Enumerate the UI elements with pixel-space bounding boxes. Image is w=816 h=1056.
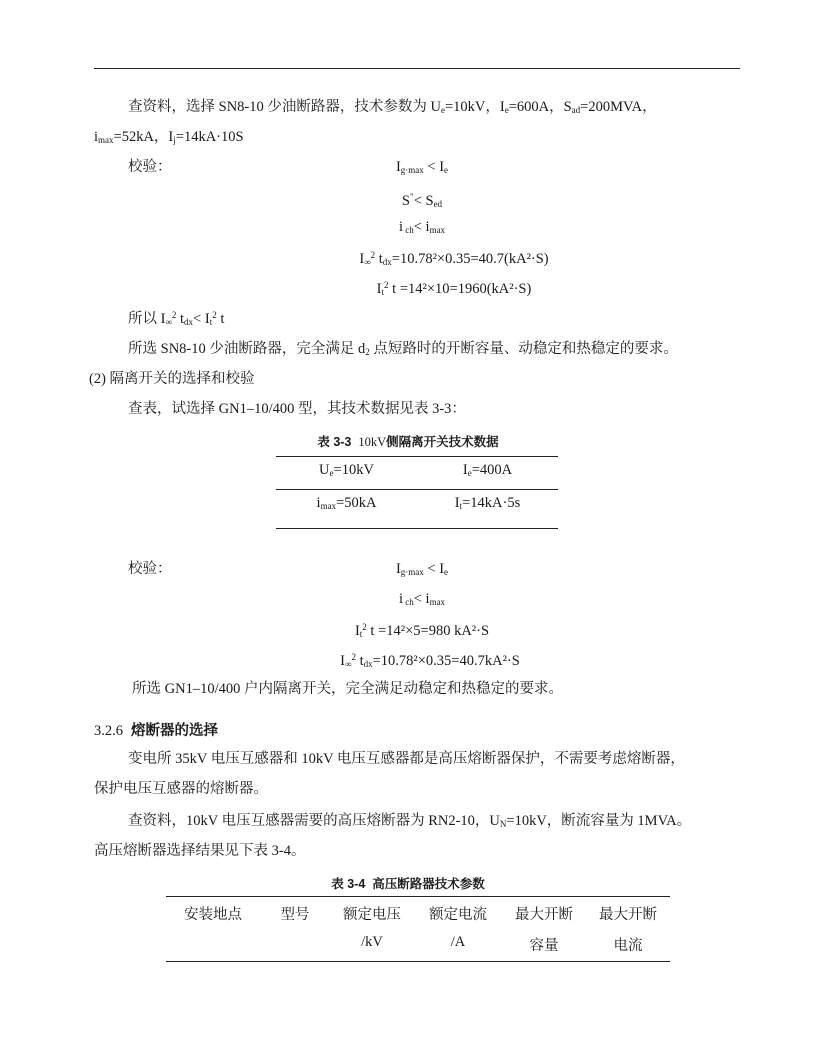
paragraph-sn8-params-cont: $i_{max}=52kA$，$I_j=14kA\cdot 10S$ [94,129,244,145]
table-3-3-cell-ie: $I_e=400A$ [462,462,513,478]
paragraph-fuse-2-cont: 高压熔断器选择结果见下表 3-4。 [94,843,306,859]
formula-iinf-tdx-1: $I_\infty^2$ $t_{dx}=10.78^2\times 0.35=40.7(kA^2\cdot S)$ [359,250,549,267]
formula-ich-imax-1: i $_{ch}< i_{max}$ [398,219,446,235]
table-3-4-header: 额定电流 [429,907,487,923]
header-rule [94,68,740,69]
table-3-3-bottom-rule [276,528,558,529]
formula-it-t-1: $I_t^2$ t =14²×10=1960(kA²·S) [376,280,532,297]
check-label-1: 校验： [128,159,172,175]
formula-ich-imax-2: i $_{ch}< i_{max}$ [398,591,446,607]
table-3-4-header-unit: /A [450,934,466,950]
table-3-4-header: 最大开断 [599,907,657,923]
table-3-3-top-rule [276,456,558,457]
formula-s-sed: $S^"< S_{ed}$ [401,192,443,209]
table-3-4-header: 型号 [280,907,310,923]
table-3-3-cell-ue: $U_e=10kV$ [319,462,374,478]
table-3-4-caption: 表 3-4 高压断路器技术参数 [331,877,485,891]
table-3-3-cell-it: $I_t=14kA\cdot 5s$ [454,495,521,511]
table-3-3-mid-rule [276,489,558,490]
paragraph-gn1-result: 所选 GN1–10/400 户内隔离开关，完全满足动稳定和热稳定的要求。 [132,681,563,697]
paragraph-sn8-params: 查资料，选择 SN8-10 少油断路器，技术参数为 $U_e=10kV$，$I_e=600A$，$S_{ad}=200MVA$， [128,99,657,115]
table-3-3-cell-imax: $i_{max}=50kA$ [316,495,377,511]
table-3-3-caption: 表 3-3 10kV侧隔离开关技术数据 [317,435,499,449]
heading-3-2-6: 3.2.6 熔断器的选择 [94,723,218,739]
formula-igmax-ie-1: $I_{g\cdot max} < I_e$ [395,159,449,175]
table-3-4-top-rule [166,896,670,897]
table-3-4-header-unit: /kV [361,934,383,950]
table-3-4-header-unit: 容量 [529,938,559,954]
table-3-4-header-unit: 电流 [613,938,643,954]
formula-igmax-ie-2: $I_{g\cdot max} < I_e$ [395,561,449,577]
table-3-4-header: 安装地点 [184,907,242,923]
section-2-title: (2) 隔离开关的选择和校验 [89,371,255,387]
paragraph-fuse-1: 变电所 35kV 电压互感器和 10kV 电压互感器都是高压熔断器保护，不需要考虑熔断器， [128,751,685,767]
conclusion-so: 所以 $I_\infty^2$ $t_{dx}< I_t^2$ t [128,310,225,327]
formula-iinf-tdx-2: $I_\infty^2$ $t_{dx}=10.78^2\times 0.35=40.7kA^2\cdot S$ [340,652,520,669]
paragraph-sn8-result: 所选 SN8-10 少油断路器，完全满足 $d_2$ 点短路时的开断容量、动稳定和热稳定的要求。 [128,341,678,357]
table-3-4-header: 最大开断 [515,907,573,923]
check-label-2: 校验： [128,561,172,577]
paragraph-fuse-2: 查资料，10kV 电压互感器需要的高压熔断器为 RN2-10，$U_N=10kV$，断流容量为 1MVA。 [128,813,692,829]
formula-it-t-2: $I_t^2$ t =14²×5=980 kA²·S [354,622,490,639]
paragraph-fuse-1-cont: 保护电压互感器的熔断器。 [94,781,268,797]
table-3-4-header-rule [166,961,670,962]
paragraph-table-3-3-intro: 查表，试选择 GN1–10/400 型，其技术数据见表 3-3： [128,401,466,417]
table-3-4-header: 额定电压 [343,907,401,923]
